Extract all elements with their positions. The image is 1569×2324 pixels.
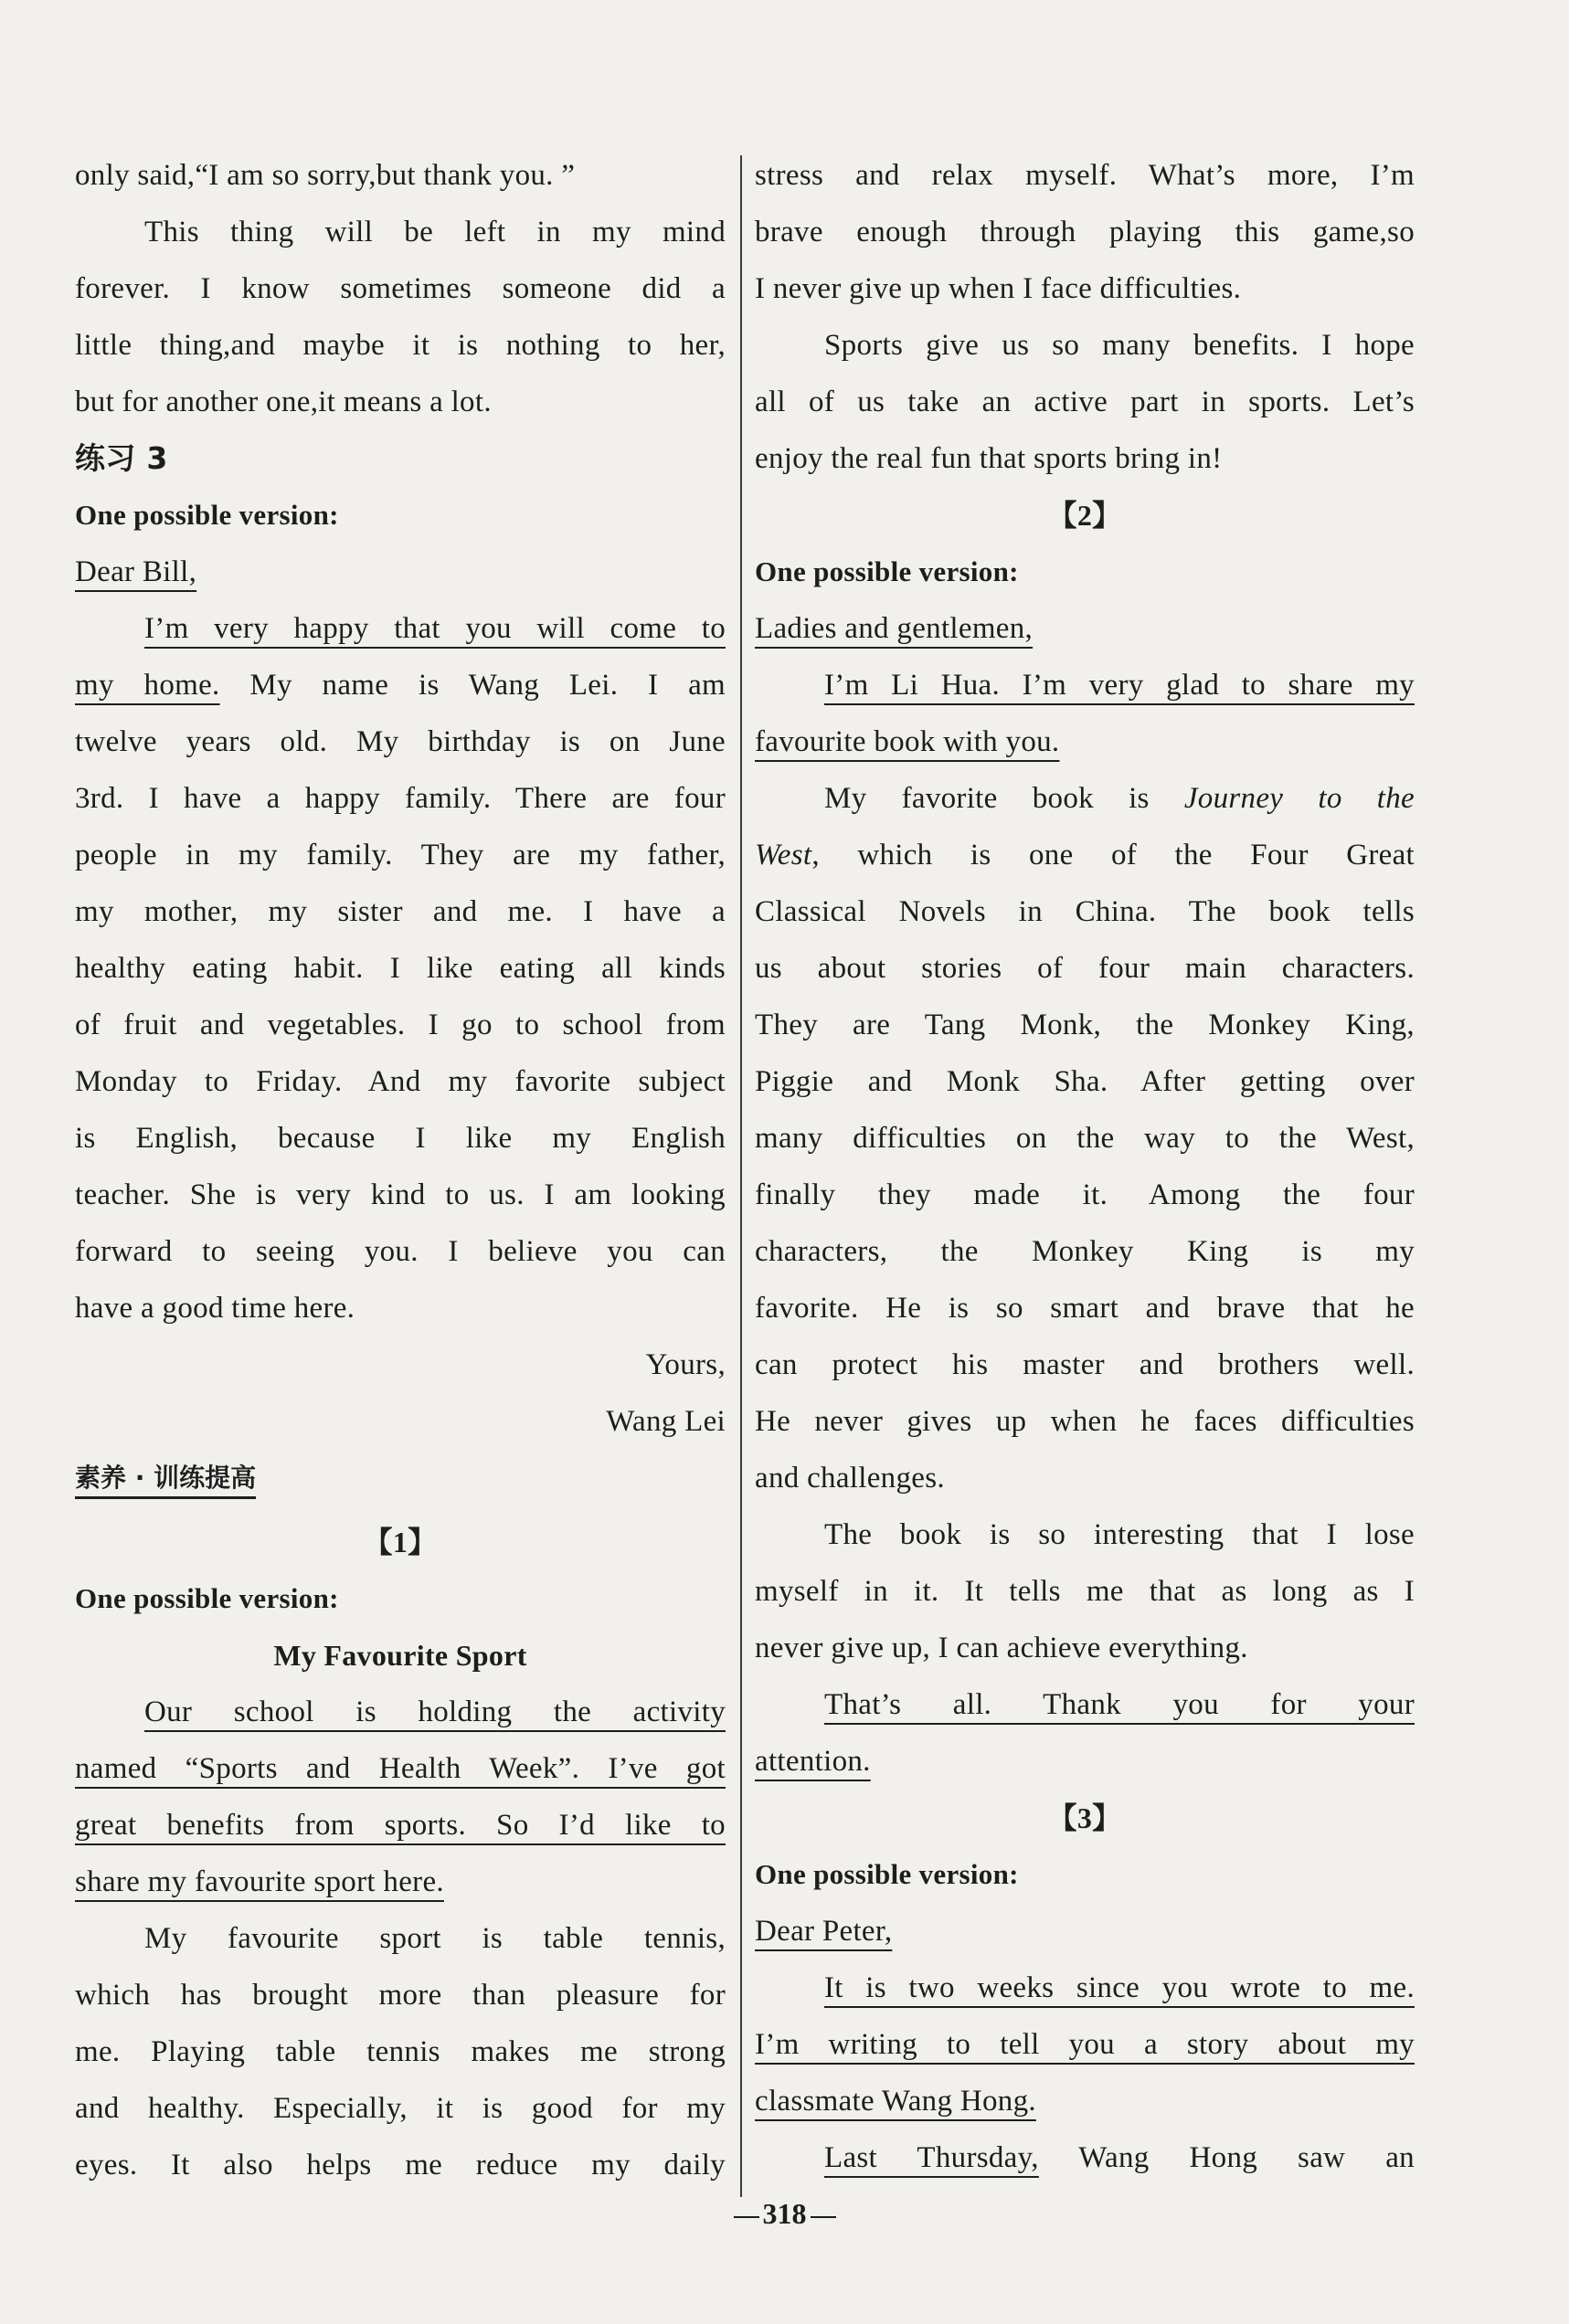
text-line (755, 771, 1415, 828)
text-line: and challenges. (755, 1462, 945, 1495)
text-line: healthy eating habit. I like eating all kinds (75, 952, 726, 985)
text-line (755, 2017, 1415, 2074)
text-line: people in my family. They are my father, (75, 839, 726, 872)
part-label: 【1】 (363, 1526, 438, 1558)
text-span: My favorite book is (824, 782, 1184, 815)
text-line: never give up, I can achieve everything. (755, 1632, 1248, 1664)
right-column (755, 148, 1415, 2187)
page-number-text: 318 (762, 2197, 807, 2230)
underlined-text: Last Thursday, (824, 2141, 1039, 2174)
underlined-text: great benefits from sports. So I’d like to (75, 1809, 726, 1842)
text-line (755, 2130, 1415, 2187)
section-label-row (75, 1451, 726, 1515)
text-line: Sports give us so many benefits. I hope (824, 329, 1415, 362)
text-line: They are Tang Monk, the Monkey King, (755, 1009, 1415, 1041)
text-line: My favourite sport is table tennis, (144, 1922, 726, 1955)
text-line: teacher. She is very kind to us. I am looking (75, 1178, 726, 1211)
text-line: us about stories of four main characters. (755, 952, 1415, 985)
text-line (755, 658, 1415, 714)
text-line: forever. I know sometimes someone did a (75, 272, 726, 305)
closing: Yours, (645, 1348, 726, 1381)
practice-heading: 练习 3 (75, 440, 168, 476)
text-line (75, 1854, 726, 1911)
salutation-text: Dear Bill, (75, 555, 197, 588)
text-line: Monday to Friday. And my favorite subject (75, 1065, 726, 1098)
text-line: He never gives up when he faces difficulties (755, 1405, 1415, 1438)
text-line: myself in it. It tells me that as long as I (755, 1575, 1415, 1608)
underlined-text: I’m very happy that you will come to (144, 612, 726, 645)
underlined-text: That’s all. Thank you for your (824, 1688, 1415, 1721)
version-label: One possible version: (755, 555, 1019, 587)
text-line (755, 1960, 1415, 2017)
text-line: twelve years old. My birthday is on June (75, 725, 726, 758)
text-line: enjoy the real fun that sports bring in! (755, 442, 1223, 475)
essay-title: My Favourite Sport (273, 1639, 527, 1672)
text-line: 3rd. I have a happy family. There are four (75, 782, 726, 815)
underlined-text: I’m Li Hua. I’m very glad to share my (824, 669, 1415, 702)
column-divider (740, 155, 742, 2197)
text-line: but for another one,it means a lot. (75, 386, 492, 418)
dash-right (811, 2216, 836, 2218)
text-line: only said,“I am so sorry,but thank you. ” (75, 159, 576, 192)
version-label: One possible version: (75, 499, 339, 531)
version-label: One possible version: (755, 1858, 1019, 1890)
text-line (75, 1798, 726, 1854)
text-line: Piggie and Monk Sha. After getting over (755, 1065, 1415, 1098)
section-label: 素养 · 训练提高 (75, 1462, 256, 1499)
salutation (75, 544, 726, 601)
text-line: my mother, my sister and me. I have a (75, 895, 726, 928)
underlined-text: Our school is holding the activity (144, 1695, 726, 1728)
salutation-text: Dear Peter, (755, 1915, 893, 1948)
text-line: can protect his master and brothers well. (755, 1348, 1415, 1381)
left-column (75, 148, 726, 2194)
text-line: stress and relax myself. What’s more, I’m (755, 159, 1415, 192)
version-label: One possible version: (75, 1582, 339, 1614)
underlined-text: I’m writing to tell you a story about my (755, 2028, 1415, 2061)
text-line: is English, because I like my English (75, 1122, 726, 1155)
text-line (755, 1734, 1415, 1791)
underlined-text: classmate Wang Hong. (755, 2085, 1036, 2118)
text-line: This thing will be left in my mind (144, 216, 726, 248)
text-line: all of us take an active part in sports. Let’s (755, 386, 1415, 418)
text-line: The book is so interesting that I lose (824, 1518, 1415, 1551)
underlined-text: named “Sports and Health Week”. I’ve got (75, 1752, 726, 1785)
salutation (755, 1904, 1415, 1960)
text-line: of fruit and vegetables. I go to school from (75, 1009, 726, 1041)
text-line (75, 601, 726, 658)
text-line (75, 658, 726, 714)
text-line: me. Playing table tennis makes me strong (75, 2035, 726, 2068)
text-line: eyes. It also helps me reduce my daily (75, 2149, 726, 2181)
underlined-text: my home. (75, 669, 220, 702)
part-label: 【2】 (1047, 499, 1122, 532)
text-line (755, 2074, 1415, 2130)
text-line: characters, the Monkey King is my (755, 1235, 1415, 1268)
text-line: which has brought more than pleasure for (75, 1979, 726, 2012)
text-line (755, 1677, 1415, 1734)
dash-left (734, 2216, 759, 2218)
salutation (755, 601, 1415, 658)
text-line (755, 828, 1415, 884)
book-title: West (755, 839, 812, 872)
text-line: Classical Novels in China. The book tells (755, 895, 1415, 928)
book-title: Journey to the (1183, 782, 1415, 815)
text-span: Wang Hong saw an (1038, 2141, 1415, 2174)
text-line (755, 714, 1415, 771)
part-label: 【3】 (1047, 1801, 1122, 1834)
signature: Wang Lei (606, 1405, 726, 1438)
underlined-text: attention. (755, 1745, 871, 1778)
text-line (75, 1741, 726, 1798)
underlined-text: share my favourite sport here. (75, 1865, 444, 1898)
text-line: and healthy. Especially, it is good for my (75, 2092, 726, 2125)
page-number (0, 2197, 1569, 2231)
text-line: favorite. He is so smart and brave that he (755, 1292, 1415, 1325)
text-line: finally they made it. Among the four (755, 1178, 1415, 1211)
text-line: many difficulties on the way to the West, (755, 1122, 1415, 1155)
text-line: little thing,and maybe it is nothing to her, (75, 329, 726, 362)
text-line (75, 1685, 726, 1741)
text-line: brave enough through playing this game,so (755, 216, 1415, 248)
text-span: My name is Wang Lei. I am (219, 669, 726, 702)
text-line: have a good time here. (75, 1292, 355, 1325)
underlined-text: favourite book with you. (755, 725, 1060, 758)
underlined-text: It is two weeks since you wrote to me. (824, 1971, 1415, 2004)
text-line: I never give up when I face difficulties. (755, 272, 1242, 305)
text-span: , which is one of the Four Great (811, 839, 1415, 872)
salutation-text: Ladies and gentlemen, (755, 612, 1034, 645)
text-line: forward to seeing you. I believe you can (75, 1235, 726, 1268)
